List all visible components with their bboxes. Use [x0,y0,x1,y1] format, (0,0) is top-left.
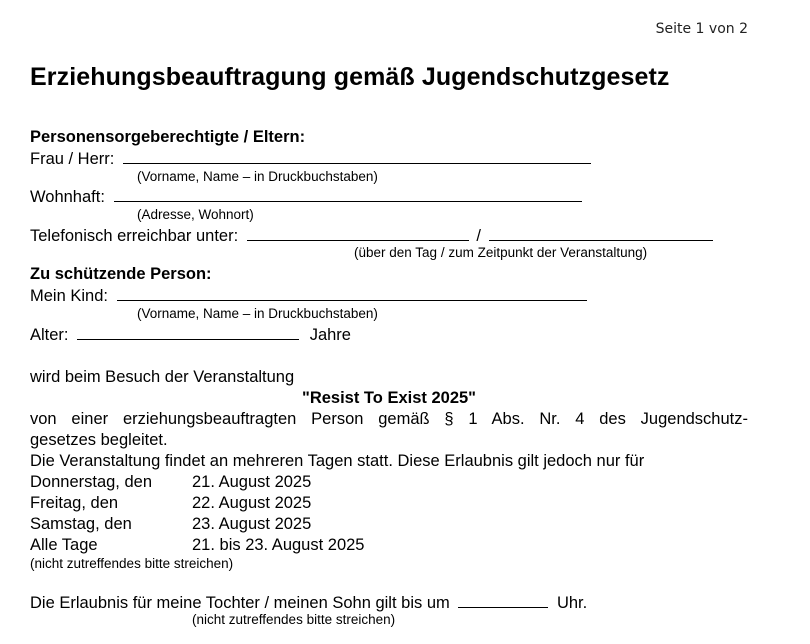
event-name: "Resist To Exist 2025" [302,389,476,407]
permission-hint: (nicht zutreffendes bitte streichen) [192,612,396,627]
phone-row [30,225,713,246]
child-name-row [30,285,587,306]
dates-hint: (nicht zutreffendes bitte streichen) [30,556,234,571]
date-row-all-days [30,535,364,555]
permission-row [30,592,587,613]
parents-heading: Personensorgeberechtigte / Eltern: [30,128,306,146]
address-row [30,186,582,207]
date-value: 21. August 2025 [192,473,312,491]
phone-field-event[interactable] [489,225,713,241]
permission-suffix: Uhr. [556,594,588,612]
child-name-label: Mein Kind: [30,287,108,305]
date-row-thursday [30,472,311,492]
child-name-field[interactable] [117,285,587,301]
date-row-saturday [30,514,311,534]
child-heading: Zu schützende Person: [30,265,212,283]
page-number: Seite 1 von 2 [655,21,748,37]
age-label: Alter: [30,326,69,344]
accompany-line-2: gesetzes begleitet. [30,431,168,449]
phone-separator: / [476,227,481,245]
intro-text: wird beim Besuch der Veranstaltung [30,368,295,386]
parent-name-hint: (Vorname, Name – in Druckbuchstaben) [137,169,378,184]
date-value: 22. August 2025 [192,494,312,512]
age-unit: Jahre [309,326,351,344]
parent-name-field[interactable] [123,148,591,164]
phone-label: Telefonisch erreichbar unter: [30,227,239,245]
date-value: 23. August 2025 [192,515,312,533]
phone-hint: (über den Tag / zum Zeitpunkt der Veranstaltung) [354,245,648,260]
permission-time-field[interactable] [458,592,548,608]
permission-prefix: Die Erlaubnis für meine Tochter / meinen Sohn gilt bis um [30,594,450,612]
date-day: Alle Tage [30,536,98,554]
age-row [30,324,351,345]
multi-day-text: Die Veranstaltung findet an mehreren Tagen statt. Diese Erlaubnis gilt jedoch nur für [30,452,645,470]
child-name-hint: (Vorname, Name – in Druckbuchstaben) [137,306,378,321]
date-day: Freitag, den [30,494,119,512]
document-title: Erziehungsbeauftragung gemäß Jugendschutzgesetz [30,63,670,91]
phone-field-day[interactable] [247,225,469,241]
date-value: 21. bis 23. August 2025 [192,536,365,554]
address-label: Wohnhaft: [30,188,105,206]
age-field[interactable] [77,324,299,340]
accompany-line-1: von einer erziehungsbeauftragten Person gemäß § 1 Abs. Nr. 4 des Jugendschutz- [30,410,748,428]
date-day: Samstag, den [30,515,132,533]
date-day: Donnerstag, den [30,473,153,491]
address-field[interactable] [114,186,582,202]
parent-name-label: Frau / Herr: [30,150,115,168]
address-hint: (Adresse, Wohnort) [137,207,254,222]
parent-name-row [30,148,591,169]
date-row-friday [30,493,311,513]
